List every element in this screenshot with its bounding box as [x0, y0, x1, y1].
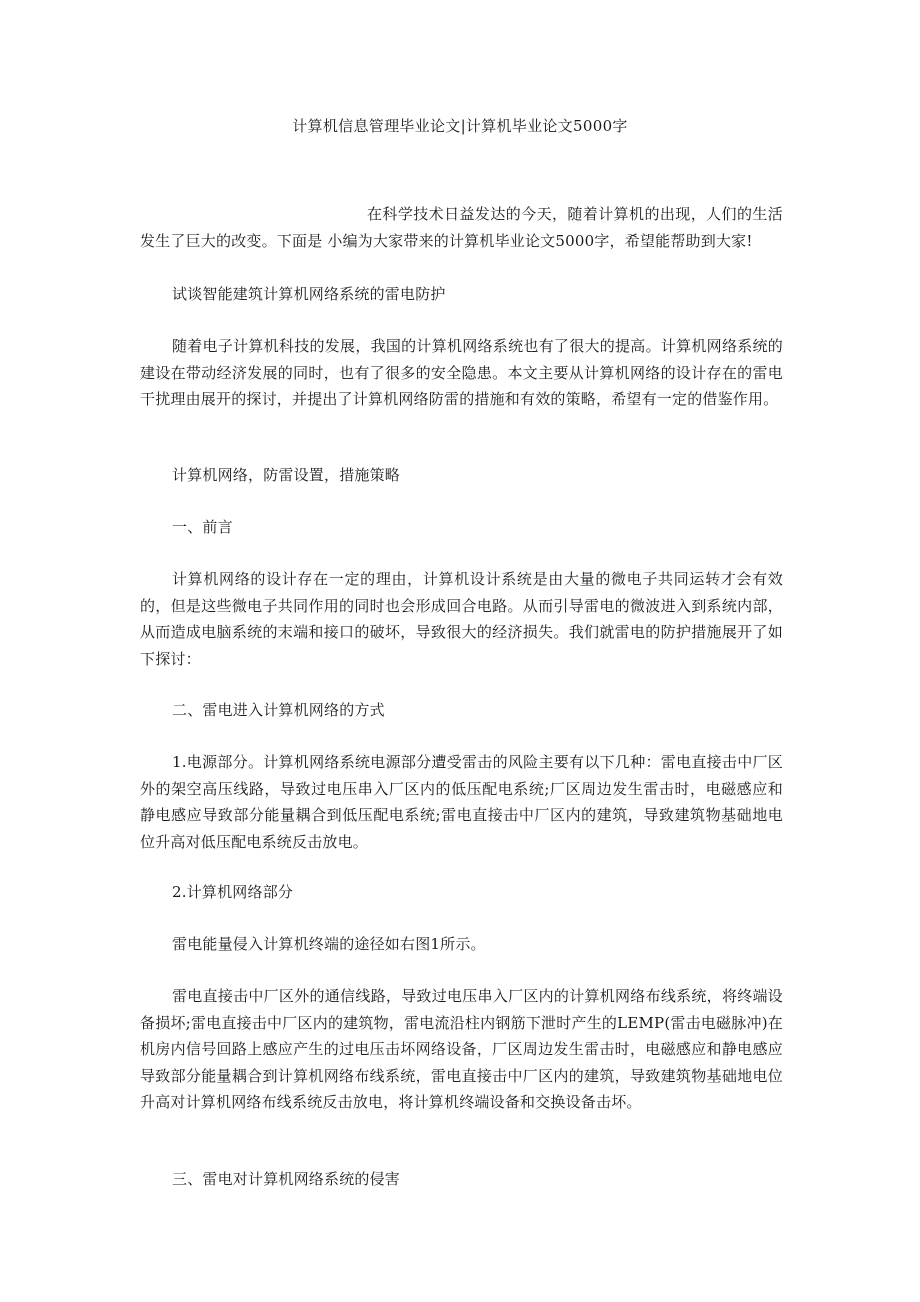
intro-block: [140, 201, 783, 254]
item2-intro: 雷电能量侵入计算机终端的途径如右图1所示。: [172, 935, 486, 953]
document-title: 计算机信息管理毕业论文|计算机毕业论文5000字: [292, 117, 628, 135]
keywords-paragraph: 计算机网络，防雷设置，措施策略: [172, 466, 401, 484]
item2-heading: 2.计算机网络部分: [172, 883, 294, 901]
article-title: 试谈智能建筑计算机网络系统的雷电防护: [172, 285, 446, 303]
section1-paragraph: 计算机网络的设计存在一定的理由，计算机设计系统是由大量的微电子共同运转才会有效的，但是这些微电子共同作用的同时也会形成回合电路。从而引导雷电的微波进入到系统内部，从而造成电脑系统的末端和接口的破坏，导致很大的经济损失。我们就雷电的防护措施展开了如下探讨：: [140, 570, 783, 668]
section1-heading: 一、前言: [172, 518, 233, 536]
intro-paragraph: 在科学技术日益发达的今天，随着计算机的出现，人们的生活发生了巨大的改变。下面是 小编为大家带来的计算机毕业论文5000字，希望能帮助到大家!: [140, 205, 783, 250]
abstract-paragraph: 随着电子计算机科技的发展，我国的计算机网络系统也有了很大的提高。计算机网络系统的建设在带动经济发展的同时，也有了很多的安全隐患。本文主要从计算机网络的设计存在的雷电干扰理由展开的探讨，并提出了计算机网络防雷的措施和有效的策略，希望有一定的借鉴作用。: [140, 337, 783, 408]
section3-heading: 三、雷电对计算机网络系统的侵害: [172, 1170, 401, 1188]
item1-paragraph: 1.电源部分。计算机网络系统电源部分遭受雷击的风险主要有以下几种：雷电直接击中厂区外的架空高压线路，导致过电压串入厂区内的低压配电系统;厂区周边发生雷击时，电磁感应和静电感应导致部分能量耦合到低压配电系统;雷电直接击中厂区内的建筑，导致建筑物基础地电位升高对低压配电系统反击放电。: [140, 753, 783, 851]
item2-paragraph: 雷电直接击中厂区外的通信线路，导致过电压串入厂区内的计算机网络布线系统，将终端设备损坏;雷电直接击中厂区内的建筑物，雷电流沿柱内钢筋下泄时产生的LEMP(雷击电磁脉冲)在机房内信号回路上感应产生的过电压击坏网络设备，厂区周边发生雷击时，电磁感应和静电感应导致部分能量耦合到计算机网络布线系统，雷电直接击中厂区内的建筑，导致建筑物基础地电位升高对计算机网络布线系统反击放电，将计算机终端设备和交换设备击坏。: [140, 987, 783, 1111]
section2-heading: 二、雷电进入计算机网络的方式: [172, 701, 385, 719]
